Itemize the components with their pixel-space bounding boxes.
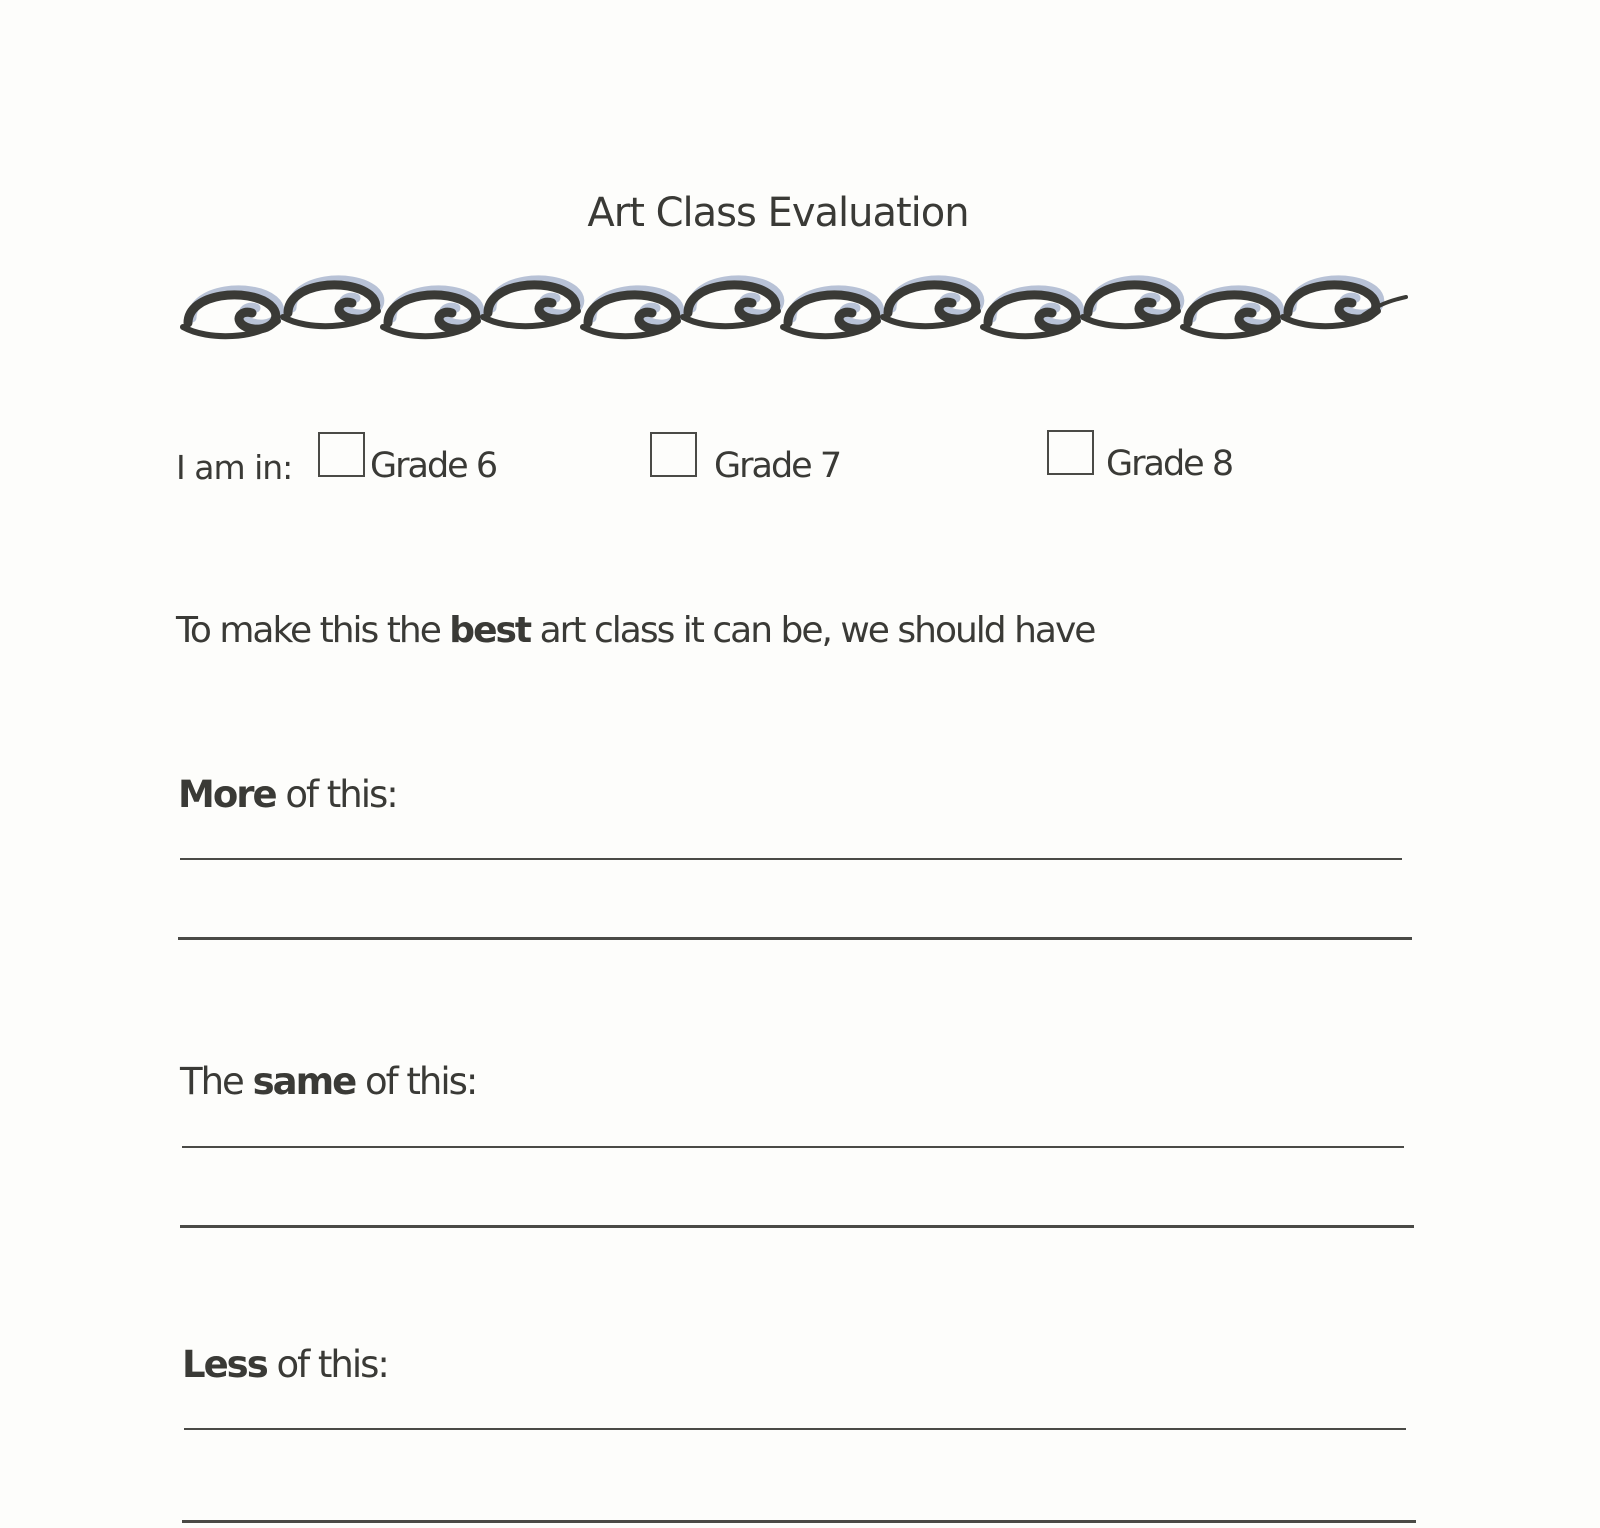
same-answer-input-2[interactable] xyxy=(180,1180,1412,1220)
more-answer-input-2[interactable] xyxy=(178,892,1410,932)
less-answer-input-2[interactable] xyxy=(182,1474,1414,1514)
swirl-wave-border-icon xyxy=(178,275,1408,355)
more-of-this-label xyxy=(178,773,397,816)
less-answer-input-1[interactable] xyxy=(184,1382,1404,1422)
grade-7-checkbox[interactable] xyxy=(650,432,697,477)
swirl-segment-icon xyxy=(683,280,780,326)
same-rest: of this: xyxy=(355,1060,477,1103)
same-answer-line-1 xyxy=(182,1146,1404,1148)
grade-6-checkbox[interactable] xyxy=(318,432,365,477)
same-of-this-label xyxy=(180,1060,476,1103)
same-emphasis: same xyxy=(252,1060,356,1103)
less-rest: of this: xyxy=(266,1343,388,1386)
same-answer-input-1[interactable] xyxy=(182,1100,1402,1140)
swirl-segment-icon xyxy=(183,290,280,336)
instruction-text-after: art class it can be, we should have xyxy=(530,610,1095,651)
swirl-segment-icon xyxy=(1283,280,1380,326)
less-emphasis: Less xyxy=(182,1343,267,1386)
same-answer-line-2 xyxy=(180,1225,1414,1228)
more-answer-input-1[interactable] xyxy=(180,812,1400,852)
instruction-emphasis: best xyxy=(449,610,531,651)
more-answer-line-2 xyxy=(178,937,1412,940)
same-prefix: The xyxy=(180,1060,253,1103)
grade-8-checkbox[interactable] xyxy=(1047,430,1094,475)
grade-7-label: Grade 7 xyxy=(714,446,841,486)
swirl-segment-icon xyxy=(883,280,980,326)
less-answer-line-1 xyxy=(184,1428,1406,1430)
swirl-segment-icon xyxy=(283,280,380,326)
swirl-segment-icon xyxy=(1083,280,1180,326)
swirl-segment-icon xyxy=(783,290,880,336)
grade-6-label: Grade 6 xyxy=(370,446,497,486)
grade-8-label: Grade 8 xyxy=(1106,444,1233,484)
swirl-segment-icon xyxy=(1183,290,1280,336)
swirl-segment-icon xyxy=(583,290,680,336)
less-of-this-label xyxy=(182,1343,388,1386)
more-rest: of this: xyxy=(275,773,397,816)
more-answer-line-1 xyxy=(180,858,1402,860)
grade-prompt-label: I am in: xyxy=(176,448,293,487)
more-emphasis: More xyxy=(178,773,276,816)
swirl-segment-icon xyxy=(483,280,580,326)
page-title: Art Class Evaluation xyxy=(587,190,969,236)
instruction-text-before: To make this the xyxy=(176,610,450,651)
swirl-segment-icon xyxy=(983,290,1080,336)
instruction-text xyxy=(176,610,1094,651)
less-answer-line-2 xyxy=(182,1520,1416,1523)
swirl-segment-icon xyxy=(383,290,480,336)
